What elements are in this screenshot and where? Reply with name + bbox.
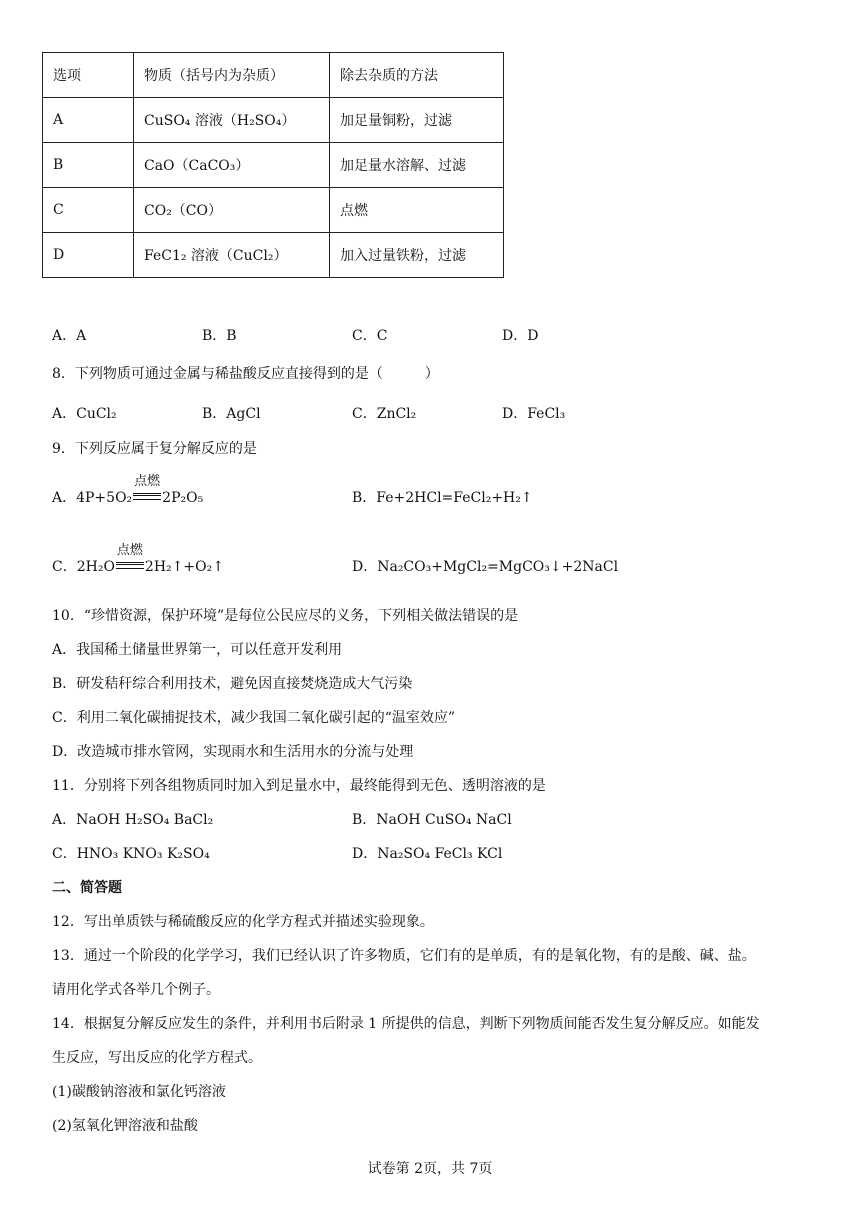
q9-a-reactants: A．4P+5O₂: [52, 490, 133, 506]
table-row: [43, 143, 504, 188]
q11-stem: 11．分别将下列各组物质同时加入到足量水中，最终能得到无色、透明溶液的是: [52, 778, 546, 794]
q14-sub2: (2)氢氧化钾溶液和盐酸: [52, 1118, 198, 1134]
header-method: 除去杂质的方法: [330, 53, 504, 98]
row-method: 点燃: [330, 188, 504, 233]
q9-a-products: 2P₂O₅: [162, 490, 204, 506]
row-method: 加足量铜粉，过滤: [330, 98, 504, 143]
row-substance: CuSO₄ 溶液（H₂SO₄）: [134, 98, 330, 143]
q11-option-b[interactable]: B．NaOH CuSO₄ NaCl: [352, 812, 512, 828]
q11-option-a[interactable]: A．NaOH H₂SO₄ BaCl₂: [52, 812, 214, 828]
page-footer: 试卷第 2页，共 7页: [367, 1161, 493, 1177]
q9-c-reactants: C．2H₂O: [52, 559, 115, 575]
q8-option-d[interactable]: D．FeCl₃: [502, 406, 566, 422]
row-substance: FeC1₂ 溶液（CuCl₂）: [134, 233, 330, 278]
row-option: D: [43, 233, 134, 278]
q9-c-products: 2H₂↑+O₂↑: [144, 559, 224, 575]
row-method: 加入过量铁粉，过滤: [330, 233, 504, 278]
table-row: [43, 98, 504, 143]
q11-option-d[interactable]: D．Na₂SO₄ FeCl₃ KCl: [352, 846, 503, 862]
equals-sign-icon: [116, 562, 144, 569]
row-substance: CaO（CaCO₃）: [134, 143, 330, 188]
condition-label: 点燃: [134, 474, 161, 489]
q13-line1: 13．通过一个阶段的化学学习，我们已经认识了许多物质，它们有的是单质，有的是氧化物，有的是酸、碱、盐。: [52, 948, 756, 964]
table-header-row: [43, 53, 504, 98]
section-heading: 二、简答题: [52, 880, 122, 896]
q14-sub1: (1)碳酸钠溶液和氯化钙溶液: [52, 1084, 226, 1100]
q12-stem: 12．写出单质铁与稀硫酸反应的化学方程式并描述实验现象。: [52, 914, 434, 930]
q7-option-d[interactable]: D．D: [502, 328, 539, 344]
q9-stem: 9．下列反应属于复分解反应的是: [52, 441, 257, 457]
equals-sign-icon: [133, 493, 161, 500]
row-method: 加足量水溶解、过滤: [330, 143, 504, 188]
q8-option-a[interactable]: A．CuCl₂: [52, 406, 117, 422]
q10-option-a[interactable]: A．我国稀土储量世界第一，可以任意开发利用: [52, 642, 343, 658]
q9-option-d[interactable]: D．Na₂CO₃+MgCl₂=MgCO₃↓+2NaCl: [352, 559, 619, 575]
table-row: [43, 233, 504, 278]
q7-option-c[interactable]: C．C: [352, 328, 388, 344]
condition-label: 点燃: [116, 543, 143, 558]
q10-option-c[interactable]: C．利用二氧化碳捕捉技术，减少我国二氧化碳引起的“温室效应”: [52, 710, 456, 726]
row-option: C: [43, 188, 134, 233]
reaction-condition-arrow: [132, 474, 162, 506]
q9-option-b[interactable]: B．Fe+2HCl=FeCl₂+H₂↑: [352, 490, 533, 506]
table-row: [43, 188, 504, 233]
impurity-table: [42, 52, 504, 278]
row-option: A: [43, 98, 134, 143]
q10-stem: 10．“珍惜资源，保护环境”是每位公民应尽的义务，下列相关做法错误的是: [52, 608, 519, 624]
q10-option-b[interactable]: B．研发秸秆综合利用技术，避免因直接焚烧造成大气污染: [52, 676, 413, 692]
q14-line2: 生反应，写出反应的化学方程式。: [52, 1050, 262, 1066]
q9-option-c[interactable]: [52, 543, 224, 576]
header-option: 选项: [43, 53, 134, 98]
q14-line1: 14．根据复分解反应发生的条件，并利用书后附录 1 所提供的信息，判断下列物质间能否发生复分解反应。如能发: [52, 1016, 760, 1032]
q11-option-c[interactable]: C．HNO₃ KNO₃ K₂SO₄: [52, 846, 210, 862]
q7-option-a[interactable]: A．A: [52, 328, 87, 344]
row-substance: CO₂（CO）: [134, 188, 330, 233]
q9-option-a[interactable]: [52, 474, 204, 507]
q8-option-c[interactable]: C．ZnCl₂: [352, 406, 417, 422]
q10-option-d[interactable]: D．改造城市排水管网，实现雨水和生活用水的分流与处理: [52, 744, 414, 760]
reaction-condition-arrow: [115, 543, 145, 575]
q13-line2: 请用化学式各举几个例子。: [52, 982, 220, 998]
q8-option-b[interactable]: B．AgCl: [202, 406, 261, 422]
q7-option-b[interactable]: B．B: [202, 328, 237, 344]
row-option: B: [43, 143, 134, 188]
q8-stem: 8．下列物质可通过金属与稀盐酸反应直接得到的是（ ）: [52, 366, 439, 382]
header-substance: 物质（括号内为杂质）: [134, 53, 330, 98]
